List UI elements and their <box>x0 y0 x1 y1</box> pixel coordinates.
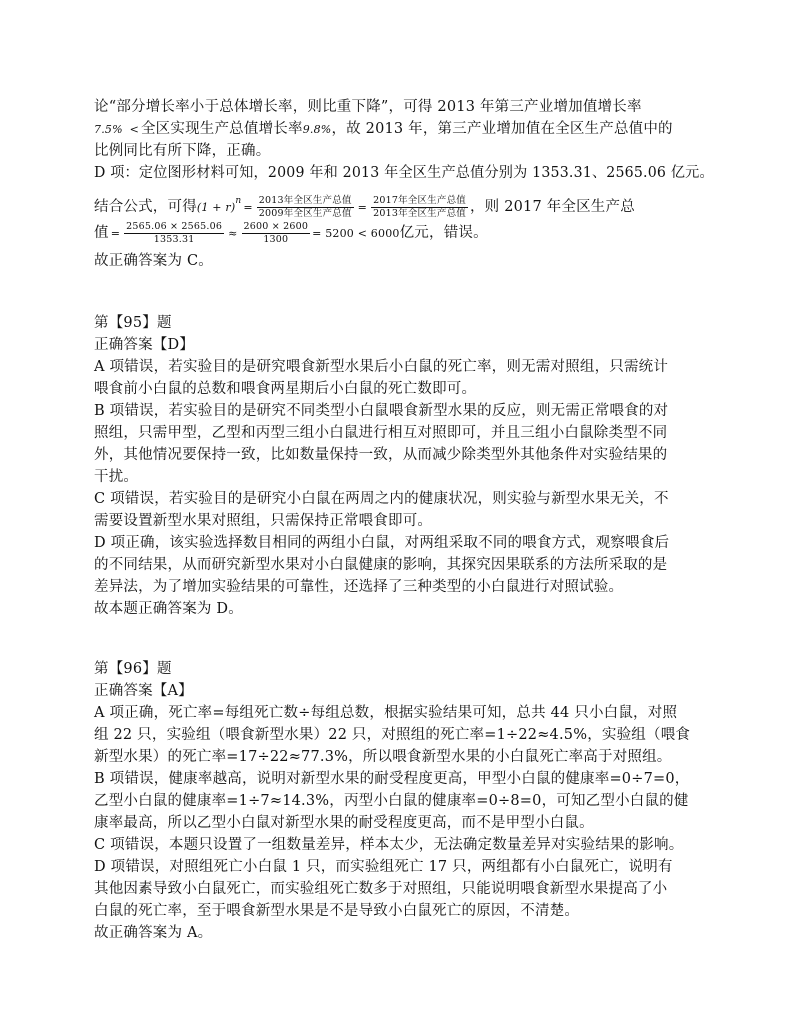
text-line: 照组，只需甲型，乙型和丙型三组小白鼠进行相互对照即可，并且三组小白鼠除类型不同 <box>94 425 668 441</box>
formula-result: = 5200 < 6000 <box>312 227 400 240</box>
fraction-numerator: 2600 × 2600 <box>243 220 309 232</box>
formula-operator: ≈ <box>228 227 238 240</box>
text: D 项：定位图形材料可知，2009 年和 2013 年全区生产总值分别为 1353.31、2565.06 亿元。 <box>94 165 714 181</box>
answer-line <box>94 250 714 272</box>
text-line: B 项错误，健康率越高，说明对新型水果的耐受程度更高，甲型小白鼠的健康率=0÷7=0， <box>94 771 690 787</box>
text-line: C 项错误，本题只设置了一组数量差异，样本太少，无法确定数量差异对实验结果的影响。 <box>94 837 684 853</box>
text-line: 差异法，为了增加实验结果的可靠性，还选择了三种类型的小白鼠进行对照试验。 <box>94 579 624 595</box>
text-line: 喂食前小白鼠的总数和喂食两星期后小白鼠的死亡数即可。 <box>94 381 477 397</box>
text: ，则 2017 年全区生产总 <box>469 199 635 215</box>
text: ，故 2013 年，第三产业增加值在全区生产总值中的 <box>331 121 673 137</box>
text: 全区实现生产总值增长率 <box>140 121 303 137</box>
fraction-denominator: 2013年全区生产总值 <box>373 207 466 219</box>
fraction-denominator: 1300 <box>263 233 289 245</box>
correct-answer: 正确答案【D】 <box>94 337 195 353</box>
formula-line <box>94 218 714 249</box>
text-line: 乙型小白鼠的健康率=1÷7≈14.3%，丙型小白鼠的健康率=0÷8=0，可知乙型小白鼠的健 <box>94 793 689 809</box>
fraction-numerator: 2017年全区生产总值 <box>373 194 466 206</box>
text-line: 故本题正确答案为 D。 <box>94 601 243 617</box>
text-line <box>94 140 714 162</box>
question-title: 第【95】题 <box>94 315 172 331</box>
formula-operator: = <box>110 227 121 240</box>
text: 论“部分增长率小于总体增长率，则比重下降”，可得 2013 年第三产业增加值增长率 <box>94 99 642 115</box>
text-line: D 项正确，该实验选择数目相同的两组小白鼠，对两组采取不同的喂食方式，观察喂食后 <box>94 535 670 551</box>
text-line: 干扰。 <box>94 469 139 485</box>
text-line: 需要设置新型水果对照组，只需保持正常喂食即可。 <box>94 513 433 529</box>
text: 值 <box>94 225 109 241</box>
text: 亿元，错误。 <box>399 225 488 241</box>
text-line <box>94 118 714 141</box>
fraction <box>257 195 354 220</box>
text-line <box>94 96 714 118</box>
text-line: 新型水果）的死亡率=17÷22≈77.3%，所以喂食新型水果的小白鼠死亡率高于对照组。 <box>94 749 672 765</box>
fraction <box>242 221 311 246</box>
text-line: 的不同结果，从而研究新型水果对小白鼠健康的影响，其探究因果联系的方法所采取的是 <box>94 557 668 573</box>
fraction <box>124 221 224 246</box>
fraction-numerator: 2013年全区生产总值 <box>258 194 352 206</box>
fraction-denominator: 2009年全区生产总值 <box>258 207 352 219</box>
text-line: C 项错误，若实验目的是研究小白鼠在两周之内的健康状况，则实验与新型水果无关，不 <box>94 491 669 507</box>
fraction-numerator: 2565.06 × 2565.06 <box>126 220 223 232</box>
formula-operator: = <box>357 201 368 214</box>
text-line: 其他因素导致小白鼠死亡，而实验组死亡数多于对照组，只能说明喂食新型水果提高了小 <box>94 881 668 897</box>
text: 故正确答案为 C。 <box>94 253 214 269</box>
formula-exponent: n <box>235 196 242 206</box>
formula-value: 9.8% <box>302 123 332 136</box>
text-line: 白鼠的死亡率，至于喂食新型水果是不是导致小白鼠死亡的原因，不清楚。 <box>94 903 580 919</box>
text: 比例同比有所下降，正确。 <box>94 143 271 159</box>
text-line: A 项正确，死亡率=每组死亡数÷每组总数，根据实验结果可知，总共 44 只小白鼠，对照 <box>94 705 678 721</box>
formula-operator: < <box>129 123 139 136</box>
formula-value: 7.5% <box>94 123 123 136</box>
correct-answer: 正确答案【A】 <box>94 683 193 699</box>
question-title: 第【96】题 <box>94 661 172 677</box>
text-line: B 项错误，若实验目的是研究不同类型小白鼠喂食新型水果的反应，则无需正常喂食的对 <box>94 403 669 419</box>
formula-lhs: (1 + r) <box>196 201 236 214</box>
formula-operator: = <box>243 201 253 214</box>
text-line: 外，其他情况要保持一致，比如数量保持一致，从而减少除类型外其他条件对实验结果的 <box>94 447 668 463</box>
text-line: 组 22 只，实验组（喂食新型水果）22 只，对照组的死亡率=1÷22≈4.5%，实验组（喂食 <box>94 727 691 743</box>
fraction-denominator: 1353.31 <box>153 233 195 245</box>
text-line: D 项错误，对照组死亡小白鼠 1 只，而实验组死亡 17 只，两组都有小白鼠死亡，说明有 <box>94 859 673 875</box>
text-line: 康率最高，所以乙型小白鼠对新型水果的耐受程度更高，而不是甲型小白鼠。 <box>94 815 594 831</box>
text-line: 故正确答案为 A。 <box>94 925 213 941</box>
text-line <box>94 162 714 184</box>
text: 结合公式，可得 <box>94 199 197 215</box>
text-line: A 项错误，若实验目的是研究喂食新型水果后小白鼠的死亡率，则无需对照组，只需统计 <box>94 359 669 375</box>
fraction <box>371 195 468 220</box>
